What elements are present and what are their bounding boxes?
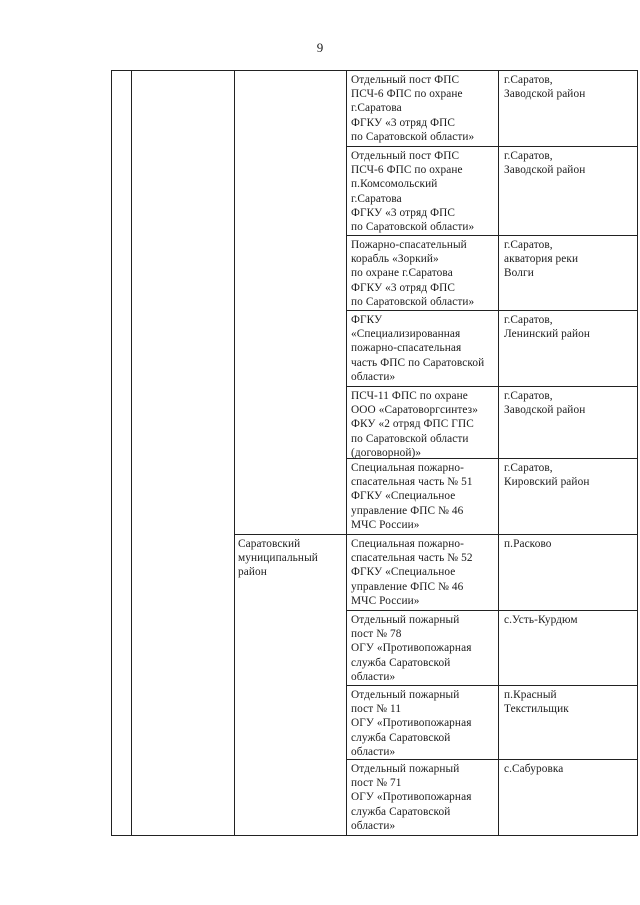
row-divider (346, 685, 638, 686)
column-divider-3 (346, 70, 347, 836)
unit-name: Отдельный пост ФПС ПСЧ-6 ФПС по охране г.Саратова ФГКУ «3 отряд ФПС по Саратовской области» (351, 74, 475, 143)
row-divider (346, 235, 638, 236)
unit-location: с.Усть-Курдюм (504, 614, 578, 626)
unit-location: г.Саратов, Кировский район (504, 462, 590, 489)
unit-location: г.Саратов, Заводской район (504, 390, 586, 417)
unit-name: ФГКУ «Специализированная пожарно-спасательная часть ФПС по Саратовской области» (351, 314, 485, 383)
table-border-right (637, 70, 638, 836)
district-divider (234, 534, 638, 535)
unit-name: Пожарно-спасательный корабль «Зоркий» по охране г.Саратова ФГКУ «3 отряд ФПС по Саратовской области» (351, 239, 475, 308)
unit-location: с.Сабуровка (504, 763, 564, 775)
table-border-top (111, 70, 638, 71)
unit-location: г.Саратов, Заводской район (504, 150, 586, 177)
unit-location: п.Расково (504, 538, 552, 550)
row-divider (346, 146, 638, 147)
page-number: 9 (316, 40, 324, 55)
row-divider (346, 386, 638, 387)
unit-name: Специальная пожарно- спасательная часть № 52 ФГКУ «Специальное управление ФПС № 46 МЧС России» (351, 538, 473, 607)
unit-name: Отдельный пост ФПС ПСЧ-6 ФПС по охране п.Комсомольский г.Саратова ФГКУ «3 отряд ФПС по Саратовской области» (351, 150, 475, 234)
unit-name: ПСЧ-11 ФПС по охране ООО «Саратоворгсинтез» ФКУ «2 отряд ФПС ГПС по Саратовской области (договорной)» (351, 390, 478, 459)
unit-name: Отдельный пожарный пост № 71 ОГУ «Противопожарная служба Саратовской области» (351, 763, 472, 832)
table-border-bottom (111, 835, 638, 836)
district-name: Саратовский муниципальный район (238, 538, 318, 579)
row-divider (346, 759, 638, 760)
unit-name: Отдельный пожарный пост № 11 ОГУ «Противопожарная служба Саратовской области» (351, 689, 472, 758)
unit-location: п.Красный Текстильщик (504, 689, 569, 716)
table-border-left (111, 70, 112, 836)
row-divider (346, 310, 638, 311)
unit-name: Специальная пожарно- спасательная часть № 51 ФГКУ «Специальное управление ФПС № 46 МЧС России» (351, 462, 473, 531)
column-divider-4 (498, 70, 499, 836)
row-divider (346, 610, 638, 611)
column-divider-2 (234, 70, 235, 836)
column-divider-1 (131, 70, 132, 836)
unit-location: г.Саратов, Заводской район (504, 74, 586, 101)
unit-name: Отдельный пожарный пост № 78 ОГУ «Противопожарная служба Саратовской области» (351, 614, 472, 683)
unit-location: г.Саратов, Ленинский район (504, 314, 591, 341)
unit-location: г.Саратов, акватория реки Волги (504, 239, 579, 280)
